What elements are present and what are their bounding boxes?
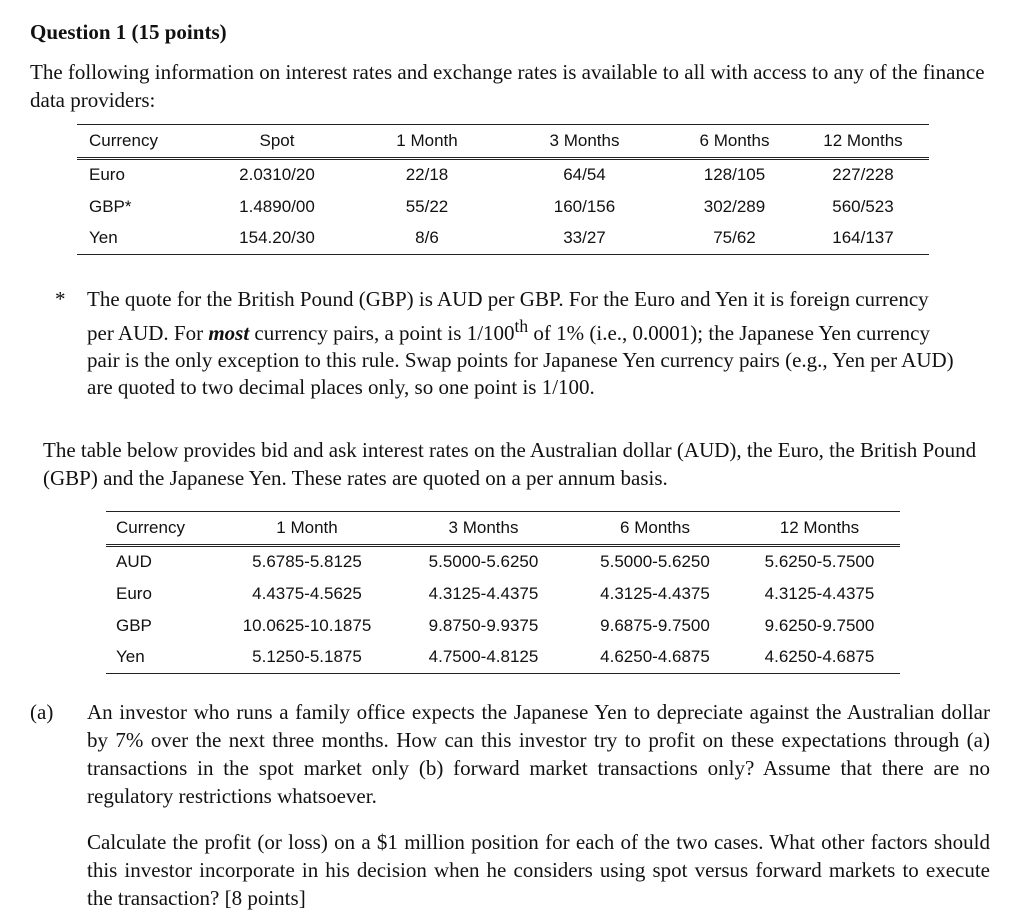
interest-rate-intro: The table below provides bid and ask interest rates on the Australian dollar (AUD), the Euro, the British Pound (GBP) and the Japanese Yen. These rates are quoted on a per annum basis. <box>43 438 977 490</box>
column-header: 6 Months <box>672 125 797 159</box>
table-cell: 5.1250-5.1875 <box>218 642 396 674</box>
table-cell: 10.0625-10.1875 <box>242 615 372 635</box>
table-cell: 154.20/30 <box>197 223 357 255</box>
table-cell: GBP* <box>89 196 132 216</box>
table-header-row <box>77 125 929 159</box>
table-cell: 4.3125-4.4375 <box>764 583 875 603</box>
part-a-instructions: Calculate the profit (or loss) on a $1 million position for each of the two cases. What other factors should this investor incorporate in his decision when he considers using spot versus forward markets to execute the transaction? [8 points] <box>87 830 990 910</box>
table-cell: 33/27 <box>497 223 672 255</box>
table-cell: 8/6 <box>357 223 497 255</box>
column-header: Currency <box>106 512 218 546</box>
part-a-question: An investor who runs a family office expects the Japanese Yen to depreciate against the Australian dollar by 7% over the next three months. How can this investor try to profit on these expectations through (a) transactions in the spot market only (b) forward market transactions only? Assume that there are no regulatory restrictions whatsoever. <box>87 700 990 808</box>
table-cell: 5.6250-5.7500 <box>764 552 875 572</box>
question-part-a <box>30 698 990 912</box>
table-cell: 4.6250-4.6875 <box>739 642 900 674</box>
table-cell: 4.6250-4.6875 <box>571 642 739 674</box>
table-cell: 302/289 <box>703 196 766 216</box>
table-cell: 64/54 <box>563 165 606 185</box>
interest-rate-table <box>106 511 900 674</box>
table-cell: 4.4375-4.5625 <box>252 583 362 603</box>
table-cell: 55/22 <box>405 196 449 216</box>
table-row <box>106 642 900 674</box>
table-footnote <box>55 286 955 401</box>
table-cell: 5.5000-5.6250 <box>600 552 710 572</box>
column-header: 1 Month <box>218 512 396 546</box>
table-row <box>106 578 900 610</box>
table-cell: Yen <box>77 223 197 255</box>
table-cell: Yen <box>106 642 218 674</box>
column-header: Spot <box>197 125 357 159</box>
table-row <box>77 223 929 255</box>
table-header-row <box>106 512 900 546</box>
part-label: (a) <box>30 700 54 724</box>
table-cell: 5.5000-5.6250 <box>428 552 539 572</box>
table-cell: 1.4890/00 <box>239 196 315 216</box>
table-cell: 4.7500-4.8125 <box>396 642 571 674</box>
table-row <box>77 191 929 223</box>
table-cell: 560/523 <box>832 196 894 216</box>
footnote-text: The quote for the British Pound (GBP) is AUD per GBP. For the Euro and Yen it is foreign currency per AUD. For most currency pairs, a point is 1/100th of 1% (i.e., 0.0001); the Japanese Yen currency pair is the only exception to this rule. Swap points for Japanese Yen currency pairs (e.g., Yen per AUD) are quoted to two decimal places only, so one point is 1/100. <box>87 287 954 399</box>
table-cell: 2.0310/20 <box>239 165 315 185</box>
table-cell: 4.3125-4.4375 <box>600 583 710 603</box>
column-header: 1 Month <box>357 125 497 159</box>
column-header: 6 Months <box>571 512 739 546</box>
footnote-marker: * <box>55 287 66 311</box>
column-header: 3 Months <box>396 512 571 546</box>
table-cell: 164/137 <box>797 223 929 255</box>
table-cell: 9.8750-9.9375 <box>428 615 539 635</box>
table-cell: GBP <box>116 615 152 635</box>
table-cell: Euro <box>116 583 152 603</box>
table-row <box>106 546 900 578</box>
superscript-th: th <box>514 316 529 336</box>
question-title: Question 1 (15 points) <box>30 20 227 44</box>
intro-paragraph: The following information on interest rates and exchange rates is available to all with access to any of the finance data providers: <box>30 60 985 112</box>
exchange-rate-table <box>77 124 929 255</box>
table-cell: 5.6785-5.8125 <box>252 552 362 572</box>
table-row <box>106 610 900 642</box>
table-row <box>77 159 929 191</box>
emphasis-most: most <box>208 321 250 345</box>
column-header: 3 Months <box>497 125 672 159</box>
column-header: Currency <box>77 125 197 159</box>
table-cell: 128/105 <box>703 165 766 185</box>
table-cell: 75/62 <box>672 223 797 255</box>
column-header: 12 Months <box>739 512 900 546</box>
table-cell: Euro <box>89 165 125 185</box>
table-cell: 22/18 <box>405 165 449 185</box>
table-cell: 4.3125-4.4375 <box>428 583 539 603</box>
table-cell: 160/156 <box>553 196 616 216</box>
table-cell: 9.6875-9.7500 <box>600 615 710 635</box>
table-cell: 9.6250-9.7500 <box>764 615 875 635</box>
column-header: 12 Months <box>797 125 929 159</box>
table-cell: AUD <box>116 552 152 572</box>
table-cell: 227/228 <box>832 165 894 185</box>
